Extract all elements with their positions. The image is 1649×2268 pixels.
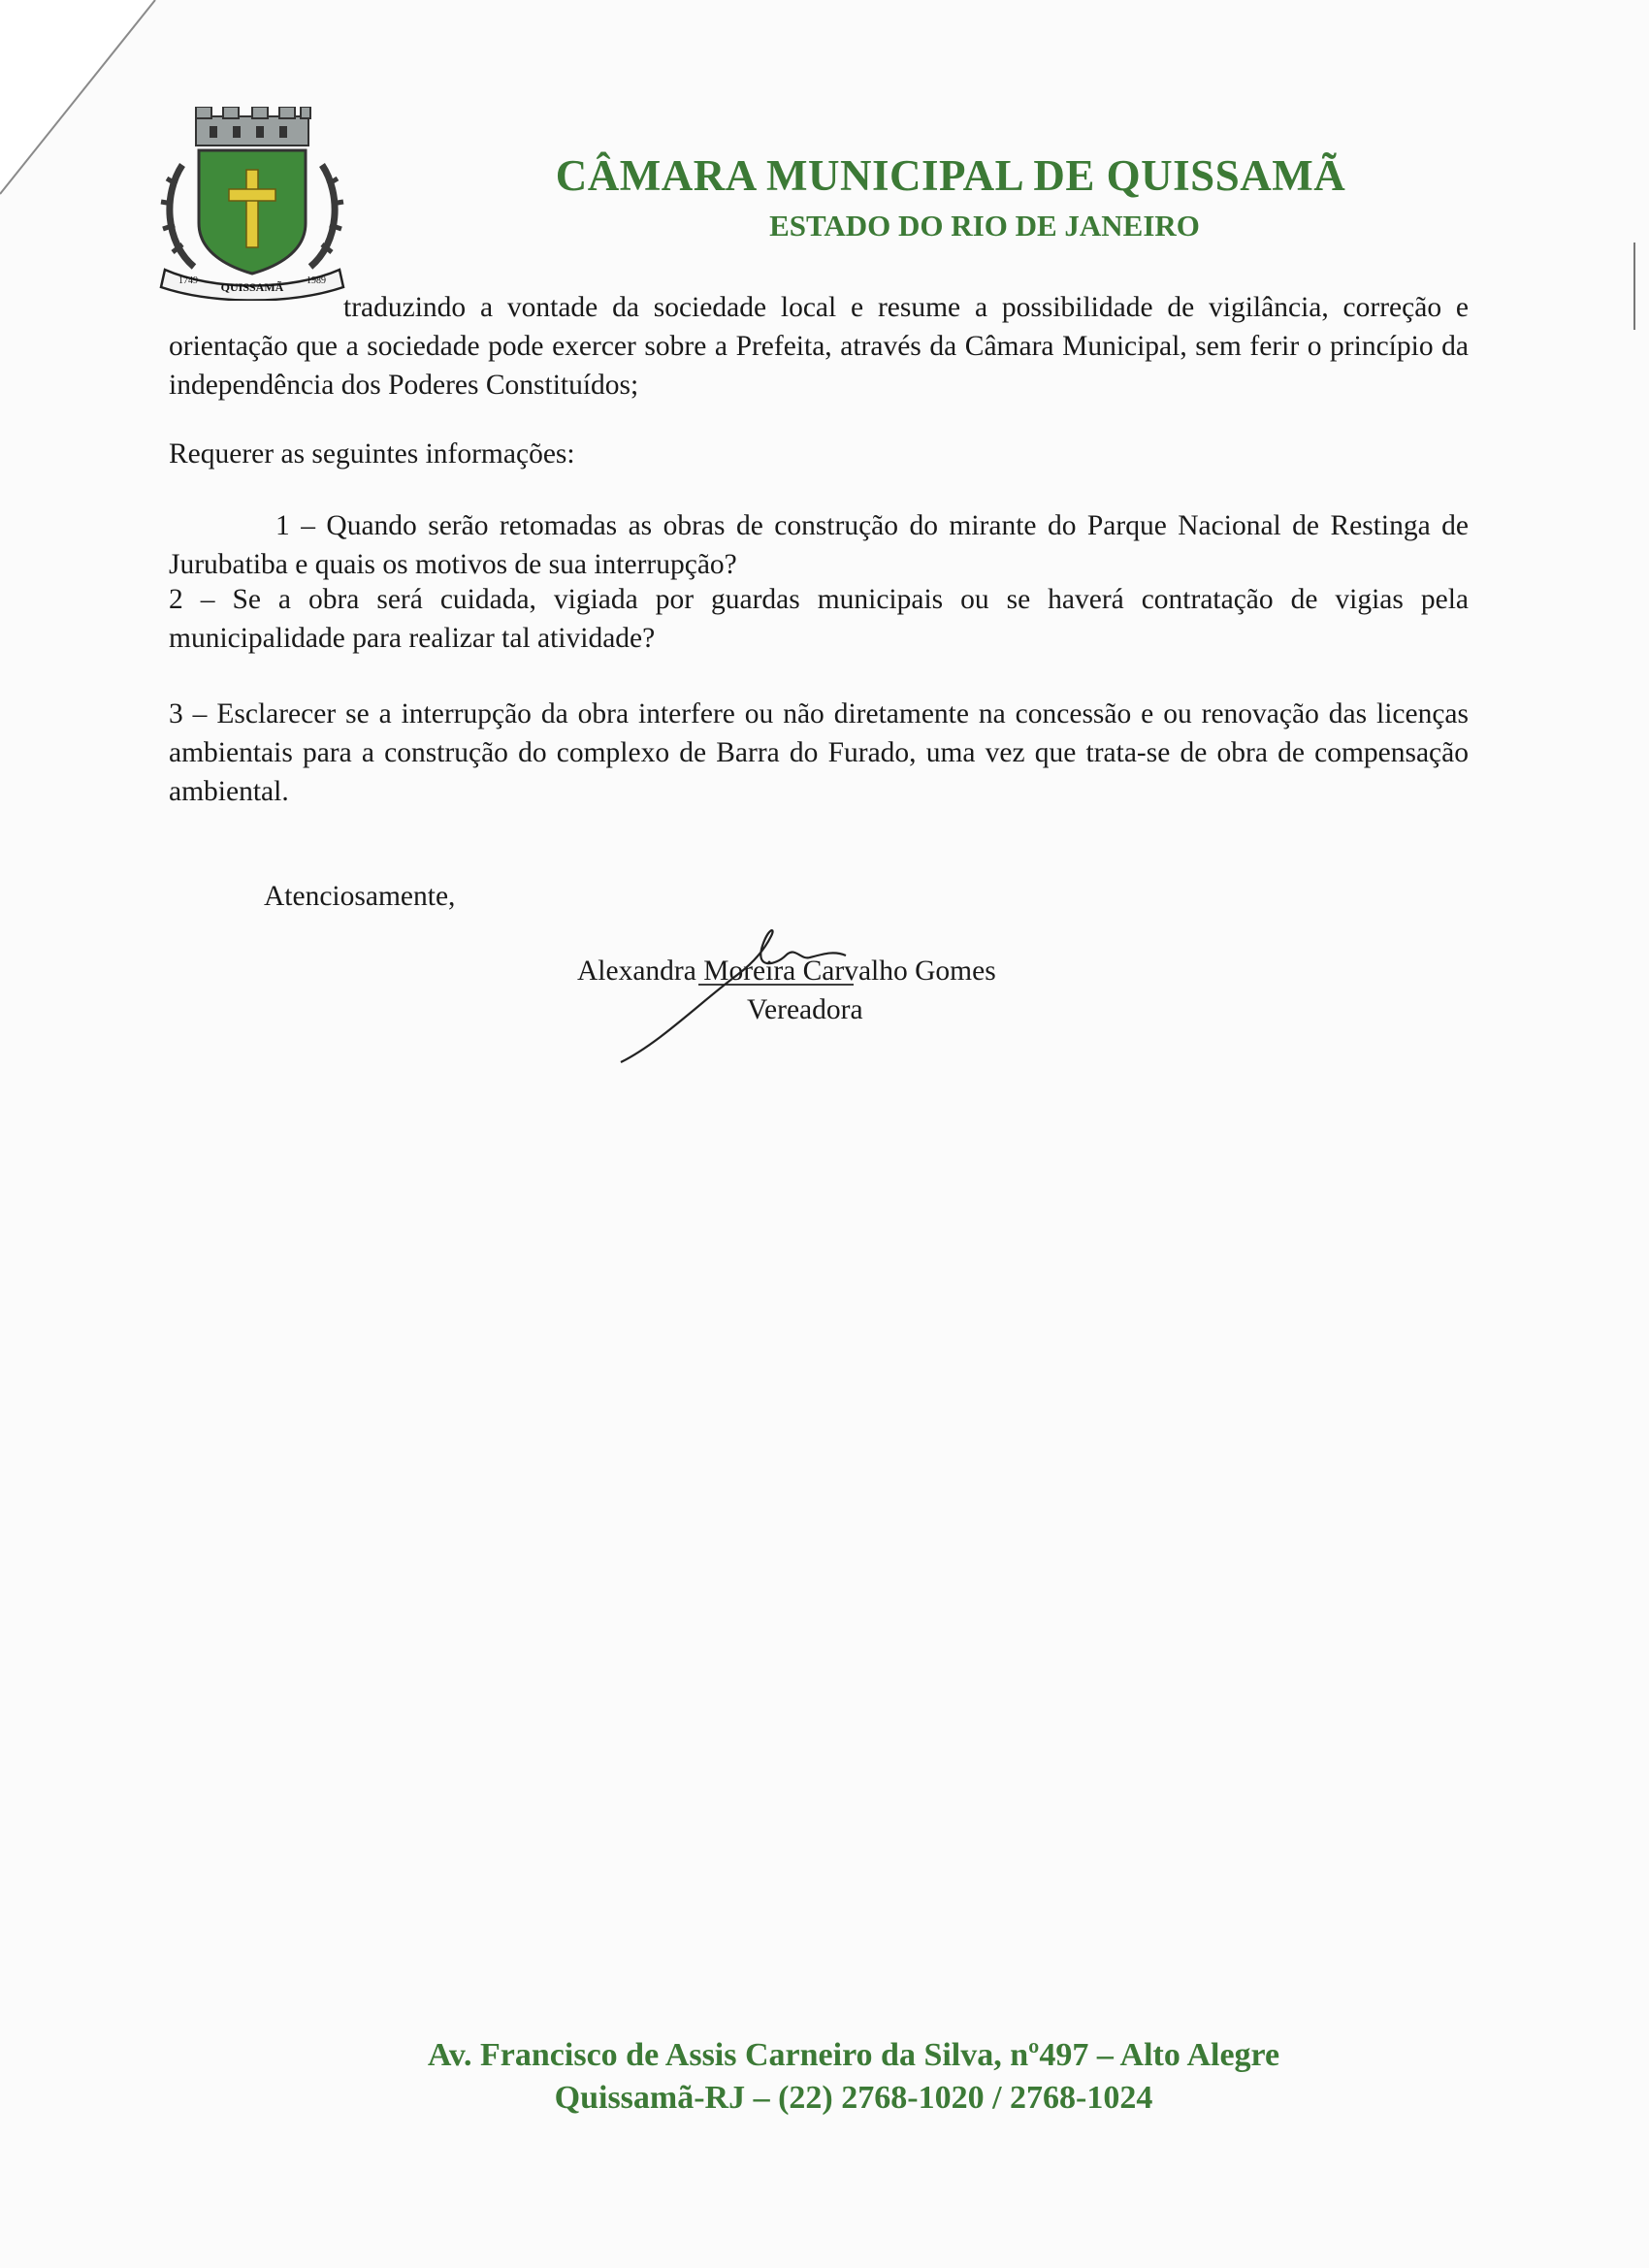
request-item-3: 3 – Esclarecer se a interrupção da obra interfere ou não diretamente na concessão e ou renovação das licenças ambientais para a construção do complexo de Barra do Furado, uma vez que trata-se de obra de compensação ambiental. [169,698,1469,807]
request-item-1: 1 – Quando serão retomadas as obras de construção do mirante do Parque Nacional de Restinga de Jurubatiba e quais os motivos de sua interrupção? [169,510,1469,580]
footer-contact: Quissamã-RJ – (22) 2768-1020 / 2768-1024 [554,2080,1153,2116]
signer-name: Alexandra Moreira Carvalho Gomes [577,956,996,987]
signer-role: Vereadora [747,994,863,1025]
coat-of-arms-icon [155,107,349,301]
footer-address: Av. Francisco de Assis Carneiro da Silva, nº497 – Alto Alegre [427,2037,1280,2073]
state-subtitle: ESTADO DO RIO DE JANEIRO [769,209,1200,243]
institution-title: CÂMARA MUNICIPAL DE QUISSAMÃ [555,151,1346,200]
crest-year-right: 1989 [307,275,326,286]
crest-ribbon-text: QUISSAMÃ [220,280,284,294]
paragraph-context: traduzindo a vontade da sociedade local e resume a possibilidade de vigilância, correção e orientação que a sociedade pode exercer sobre a Prefeita, através da Câmara Municipal, sem ferir o princípio da independência dos Poderes Constituídos; [169,292,1469,401]
scan-edge-mark [1633,243,1635,330]
handwritten-signature [601,917,1009,1072]
request-item-2: 2 – Se a obra será cuidada, vigiada por guardas municipais ou se haverá contratação de vigias pela municipalidade para realizar tal atividade? [169,584,1469,654]
paragraph-request-intro: Requerer as seguintes informações: [169,438,575,470]
closing-salutation: Atenciosamente, [264,881,456,912]
crest-year-left: 1749 [178,275,198,286]
